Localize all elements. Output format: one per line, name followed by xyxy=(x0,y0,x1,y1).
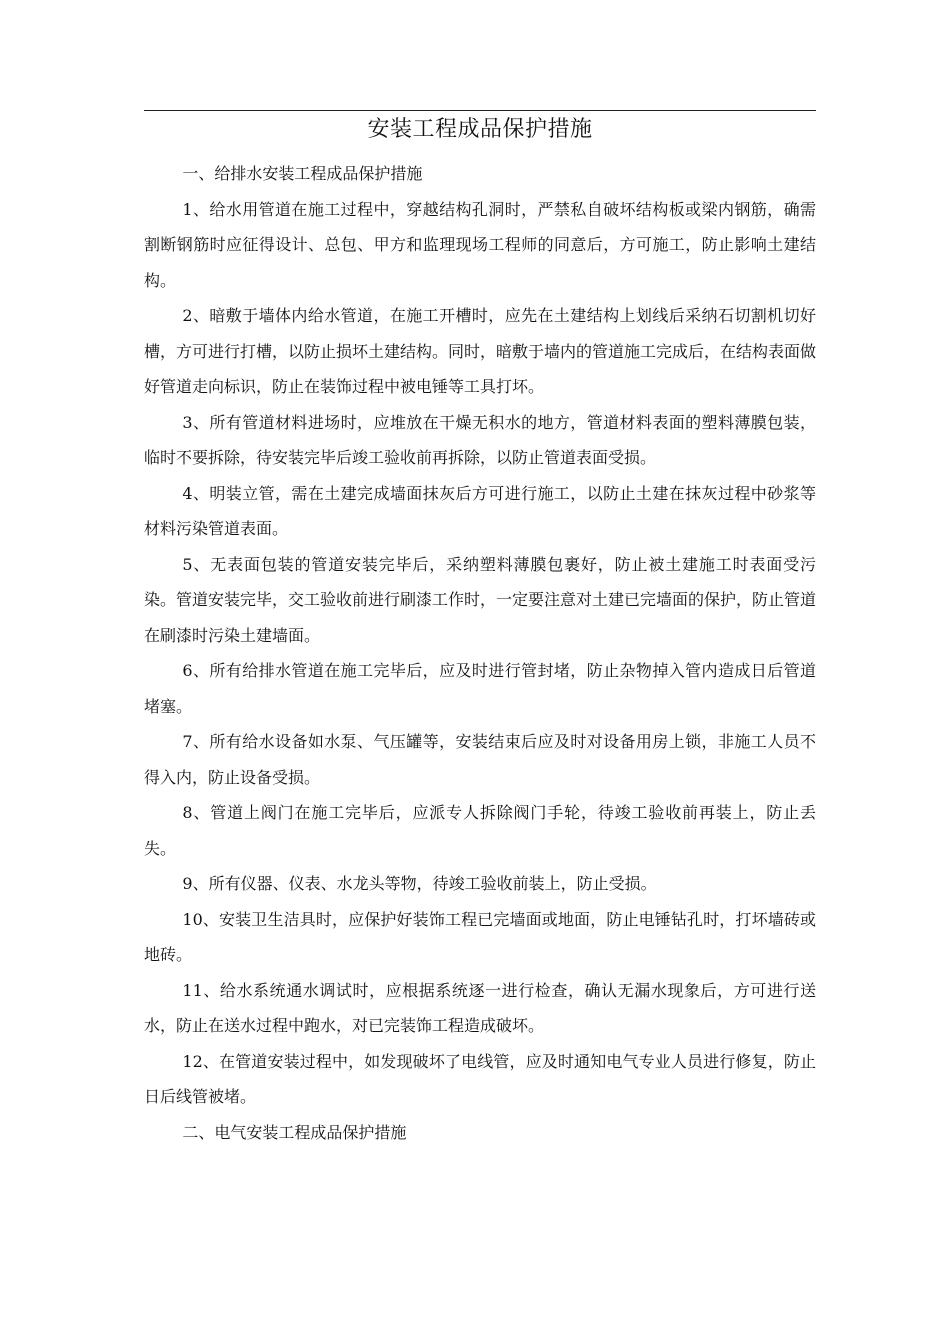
section-heading-2: 二、电气安装工程成品保护措施 xyxy=(182,1122,407,1142)
paragraph-7: 7、所有给水设备如水泵、气压罐等，安装结束后应及时对设备用房上锁，非施工人员不得入内，防止设备受损。 xyxy=(144,732,816,787)
paragraph-6: 6、所有给排水管道在施工完毕后，应及时进行管封堵，防止杂物掉入管内造成日后管道堵塞。 xyxy=(144,661,816,716)
document-body xyxy=(144,156,816,1150)
header-rule xyxy=(144,110,816,111)
paragraph-12: 12、在管道安装过程中，如发现破坏了电线管，应及时通知电气专业人员进行修复，防止日后线管被堵。 xyxy=(144,1051,816,1106)
paragraph-11: 11、给水系统通水调试时，应根据系统逐一进行检查，确认无漏水现象后，方可进行送水，防止在送水过程中跑水，对已完装饰工程造成破坏。 xyxy=(144,980,816,1035)
paragraph-5: 5、无表面包装的管道安装完毕后，采纳塑料薄膜包裹好，防止被土建施工时表面受污染。管道安装完毕，交工验收前进行刷漆工作时，一定要注意对土建已完墙面的保护，防止管道在刷漆时污染土建墙面。 xyxy=(144,554,817,645)
document-title: 安装工程成品保护措施 xyxy=(367,117,593,142)
paragraph-10: 10、安装卫生洁具时，应保护好装饰工程已完墙面或地面，防止电锤钻孔时，打坏墙砖或地砖。 xyxy=(144,909,816,964)
paragraph-9: 9、所有仪器、仪表、水龙头等物，待竣工验收前装上，防止受损。 xyxy=(182,874,657,893)
paragraph-8: 8、管道上阀门在施工完毕后，应派专人拆除阀门手轮，待竣工验收前再装上，防止丢失。 xyxy=(144,803,816,858)
paragraph-3: 3、所有管道材料进场时，应堆放在干燥无积水的地方，管道材料表面的塑料薄膜包装，临时不要拆除，待安装完毕后竣工验收前再拆除，以防止管道表面受损。 xyxy=(144,412,816,467)
paragraph-4: 4、明装立管，需在土建完成墙面抹灰后方可进行施工，以防止土建在抹灰过程中砂浆等材料污染管道表面。 xyxy=(144,483,816,538)
section-heading-1: 一、给排水安装工程成品保护措施 xyxy=(182,164,423,183)
paragraph-1: 1、给水用管道在施工过程中，穿越结构孔洞时，严禁私自破坏结构板或梁内钢筋，确需割断钢筋时应征得设计、总包、甲方和监理现场工程师的同意后，方可施工，防止影响土建结构。 xyxy=(144,199,816,290)
paragraph-2: 2、暗敷于墙体内给水管道，在施工开槽时，应先在土建结构上划线后采纳石切割机切好槽，方可进行打槽，以防止损坏土建结构。同时，暗敷于墙内的管道施工完成后，在结构表面做好管道走向标识，防止在装饰过程中被电锤等工具打坏。 xyxy=(144,306,817,396)
